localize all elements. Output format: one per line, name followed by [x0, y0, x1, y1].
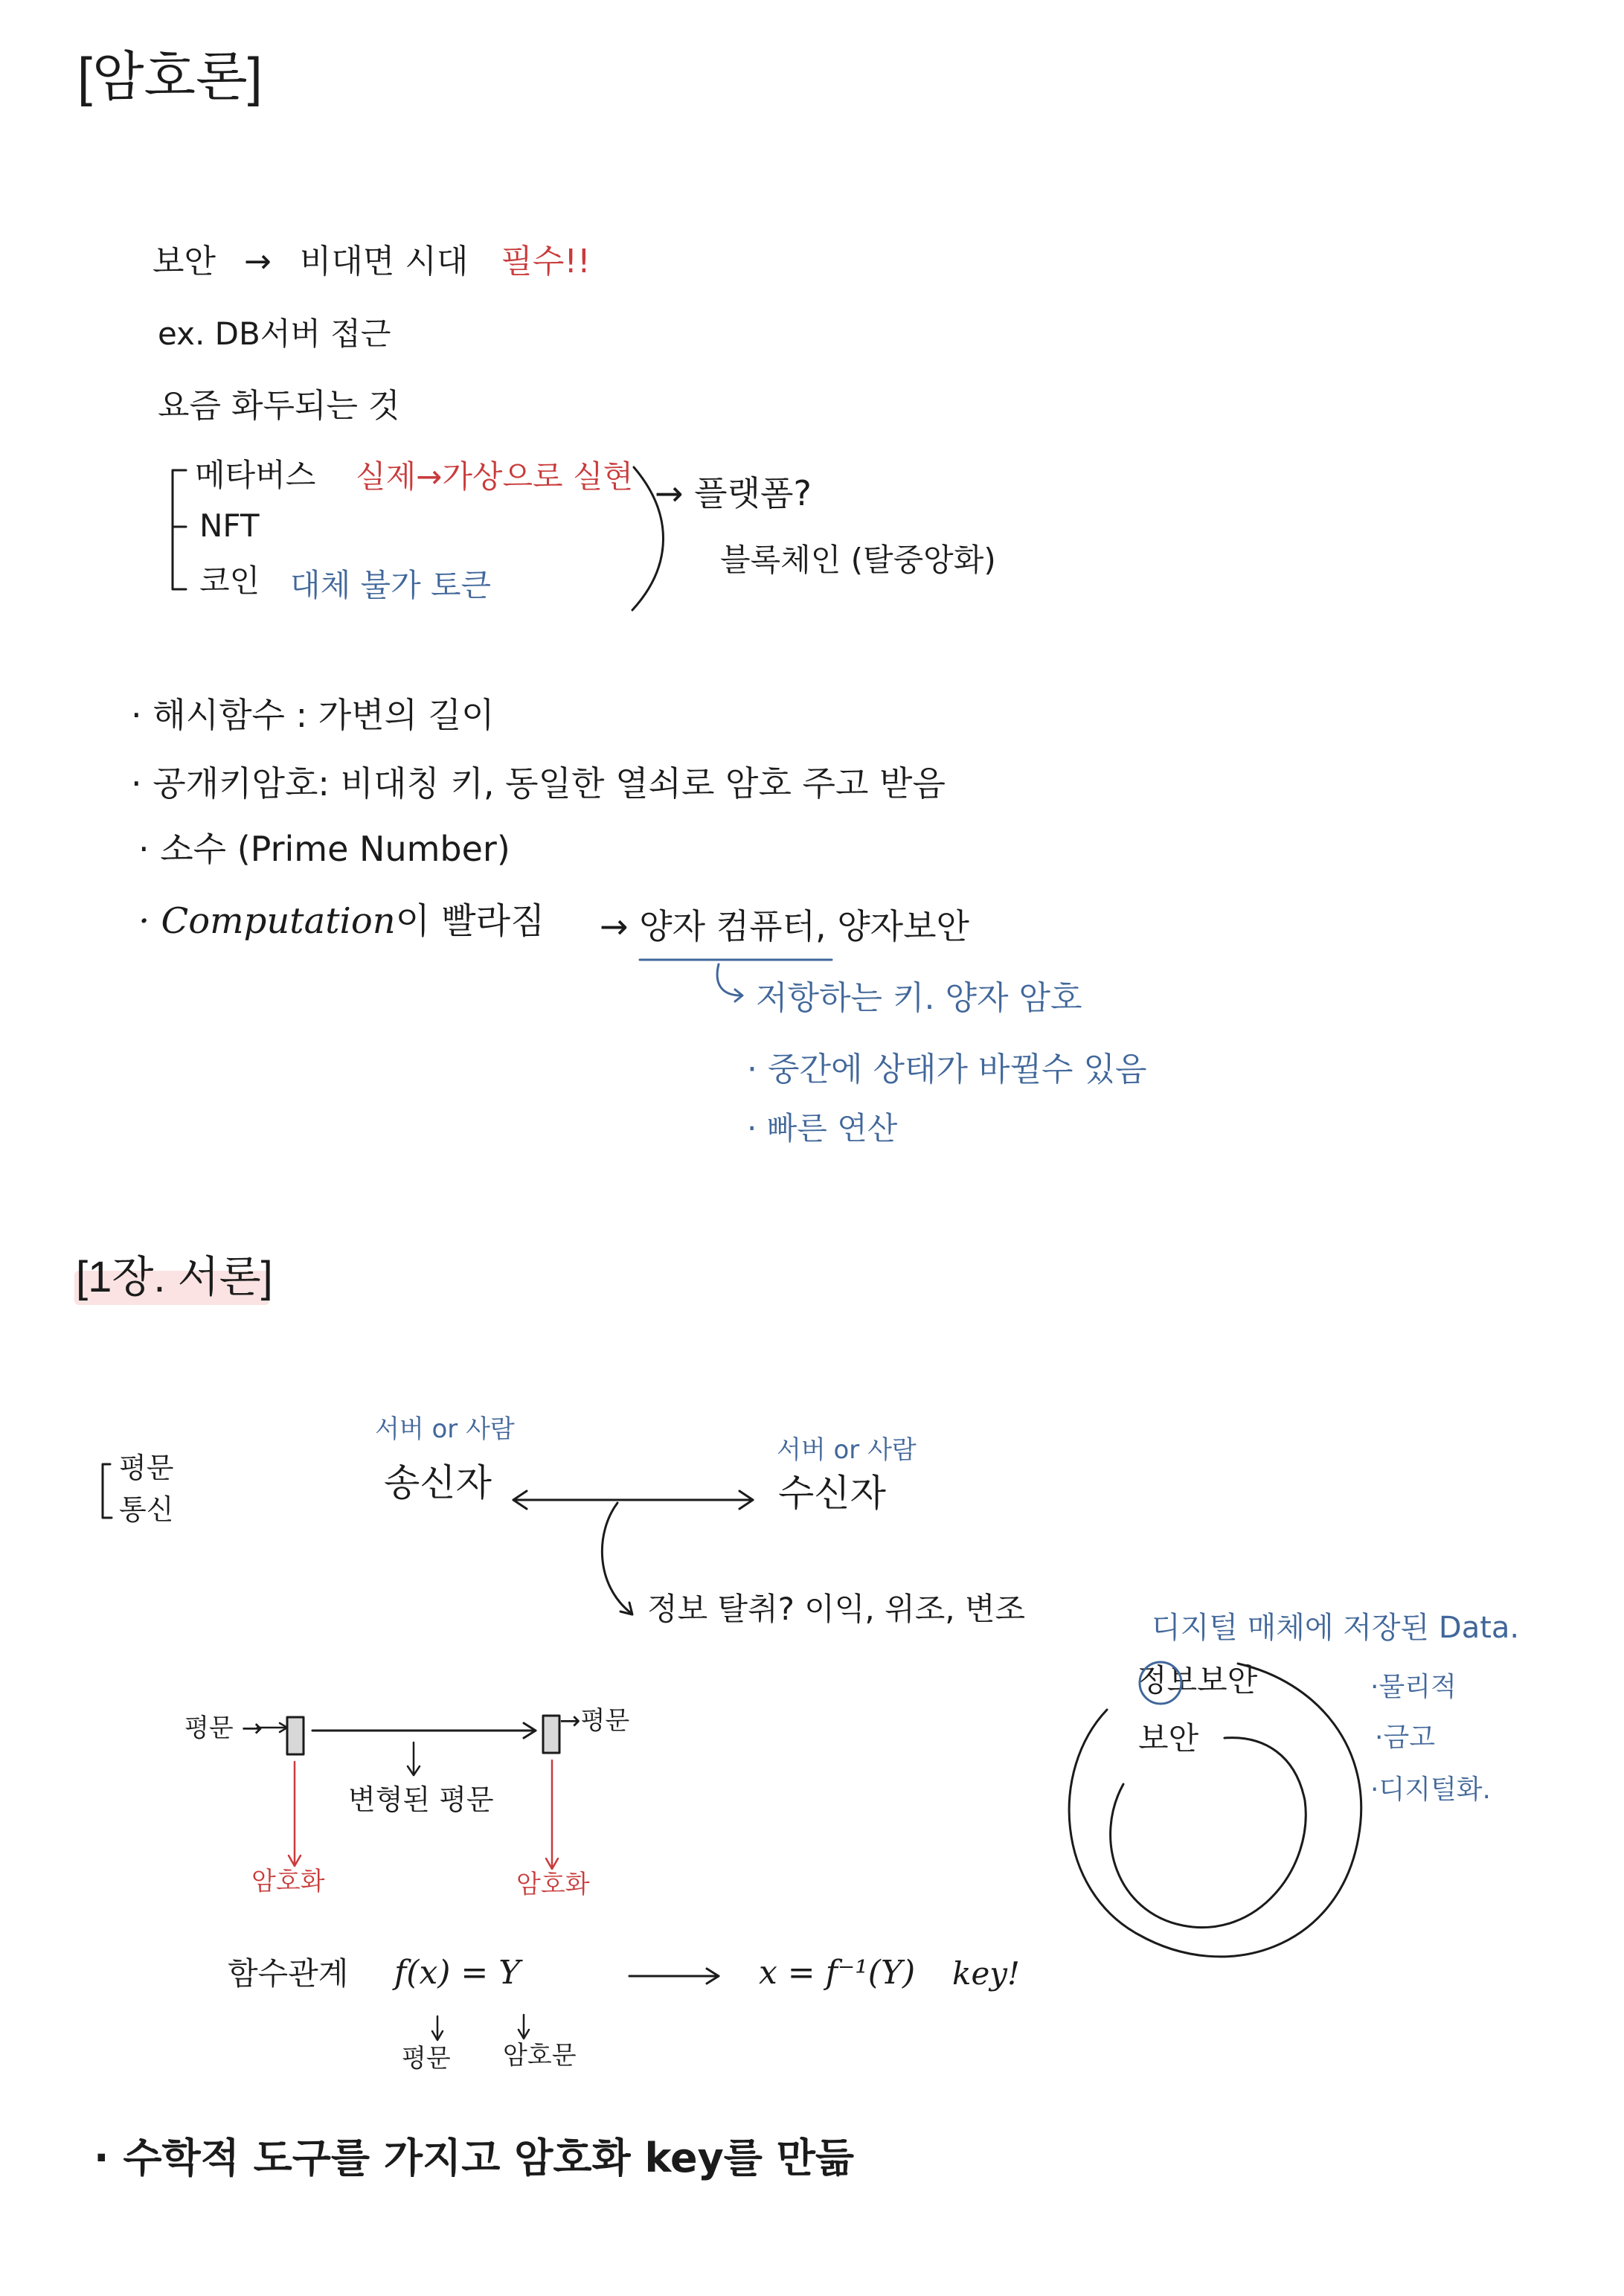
safe-note: ·금고: [1375, 1722, 1435, 1753]
encrypt-right-label: 암호화: [516, 1870, 590, 1899]
receiver-note: 서버 or 사람: [777, 1435, 917, 1465]
group-item-coin: 코인: [199, 562, 260, 599]
quantum-cipher-note: 저항하는 키. 양자 암호: [756, 979, 1082, 1017]
bullet-hash-function: · 해시함수 : 가변의 길이: [131, 695, 495, 735]
group-left-bracket: [173, 470, 186, 589]
digital-data-title: 디지털 매체에 저장된 Data.: [1152, 1611, 1520, 1645]
inner-circle: [1111, 1738, 1306, 1928]
group-item-nft: NFT: [199, 507, 260, 544]
required-label: 필수!!: [501, 243, 591, 280]
comm-left-bracket: [103, 1464, 112, 1518]
getting-faster-label: 이 빨라짐: [395, 900, 545, 942]
chapter-title: [1장. 서론]: [76, 1253, 273, 1301]
threat-arrow-icon: [602, 1503, 631, 1613]
group-right-bracket: [632, 467, 664, 610]
note-line-example: ex. DB서버 접근: [158, 315, 391, 352]
note-line-trending: 요즘 화두되는 것: [158, 387, 400, 425]
security-inner-label: 보안: [1138, 1720, 1199, 1757]
conclusion-bullet: · 수학적 도구를 가지고 암호화 key를 만듦: [94, 2135, 855, 2181]
computation-word: · Computation: [138, 900, 396, 942]
page-title: [암호론]: [77, 48, 263, 107]
plaintext-label: 평문: [119, 1452, 174, 1484]
sender-note: 서버 or 사람: [375, 1414, 515, 1444]
blockchain-label: 블록체인 (탈중앙화): [720, 542, 996, 578]
fast-operation-note: · 빠른 연산: [747, 1110, 898, 1147]
bullet-public-key: · 공개키암호: 비대칭 키, 동일한 열쇠로 암호 주고 받음: [131, 763, 946, 804]
arrow-icon: →: [244, 243, 272, 280]
function-equation: f(x) = Y: [394, 1954, 521, 1992]
quantum-computer-label: → 양자 컴퓨터, 양자보안: [600, 906, 969, 946]
communication-label: 통신: [119, 1493, 174, 1526]
left-box: [287, 1717, 304, 1754]
sender-label: 송신자: [384, 1461, 492, 1504]
receiver-label: 수신자: [778, 1472, 886, 1515]
encrypt-left-label: 암호화: [251, 1867, 325, 1896]
untact-era-label: 비대면 시대: [299, 243, 469, 280]
transformed-plaintext-label: 변형된 평문: [348, 1783, 494, 1816]
plain-output-label: →평문: [559, 1706, 630, 1736]
function-ciphertext-label: 암호문: [503, 2041, 577, 2071]
info-circle-mark: [1140, 1662, 1181, 1704]
metaverse-note: 실제→가상으로 실현: [356, 458, 634, 495]
platform-label: → 플랫폼?: [655, 473, 812, 513]
key-label: key!: [952, 1955, 1020, 1992]
function-relation-label: 함수관계: [228, 1955, 349, 1992]
plain-input-label: 평문 →: [184, 1713, 263, 1743]
coin-note: 대체 불가 토큰: [290, 567, 492, 603]
physical-note: ·물리적: [1370, 1672, 1457, 1702]
info-security-label: 정보보안: [1137, 1662, 1258, 1699]
inverse-function-equation: x = f⁻¹(Y): [759, 1954, 916, 1992]
group-item-metaverse: 메타버스: [195, 457, 316, 493]
function-plaintext-label: 평문: [402, 2044, 451, 2074]
digitization-note: ·디지털화.: [1370, 1774, 1491, 1805]
right-box: [543, 1716, 559, 1753]
security-label: 보안: [153, 243, 216, 280]
quantum-state-note: · 중간에 상태가 바뀔수 있음: [747, 1051, 1147, 1088]
threat-label: 정보 탈취? 이익, 위조, 변조: [647, 1591, 1026, 1627]
bullet-prime-number: · 소수 (Prime Number): [138, 829, 510, 869]
